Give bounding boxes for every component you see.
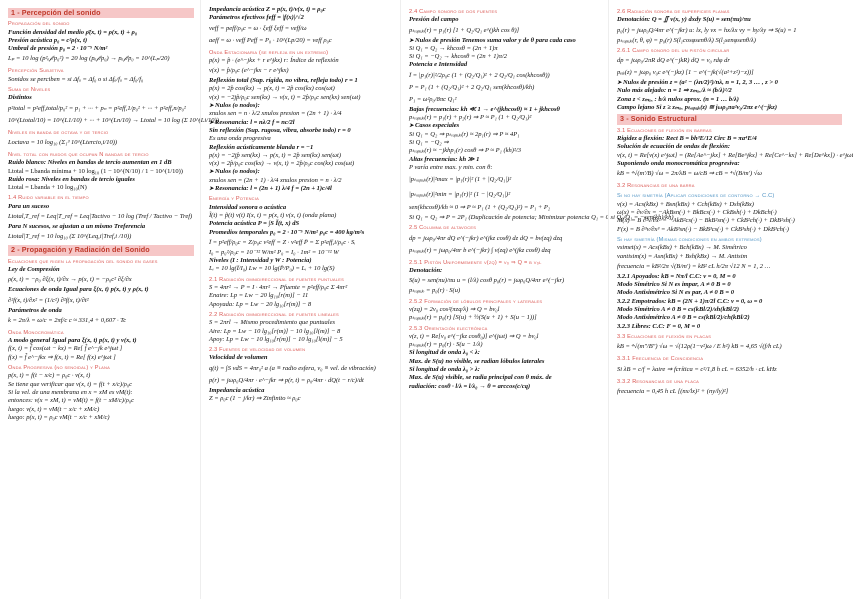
formula-line: Ltotal = Lbanda mínima + 10 log₁₀ (1 − 10^(N/10) / 1 − 10^(1/10)): [8, 167, 183, 175]
subsection-header: 3.2 Resonancias de una barra: [617, 183, 695, 190]
subsection-header: 3.3.2 Resonancias de una placa: [617, 378, 700, 385]
formula-line: Aire: Lp = Lw − 10 lg₁₀[r(m)] − 10 lg₁₀[l(m)] − 8: [209, 327, 341, 335]
subsection-header: 2.5.3 Orientación electrónica: [409, 325, 488, 332]
formula-line: Ruido blanco: Niveles en bandas de tercio aumentan en 1 dB: [8, 159, 172, 167]
formula-line: Modo Simétrico A ≠ 0 B = cs(kBl/2)/sh(kBl/2): [617, 306, 740, 314]
bullet-line: ➤ Resonancia: l = nλ/2 f = nc/2l: [209, 119, 394, 127]
formula-line: Velocidad de volumen: [209, 354, 268, 362]
subsection-header: 2.4 Campo sonoro de dos fuentes: [409, 9, 498, 15]
formula-line: Reflexión total (Sup. rígida, no vibra, refleja todo) r = 1: [209, 77, 358, 85]
formula-line: Lₚ = 10 log (p²ₑ𝒻/p₀²) = 20 log (pₑ𝒻/p₀) → pₑ𝒻/p₀ = 10^(Lₚ/20): [8, 55, 170, 63]
formula-line: Si Q₁ = −Q₂ → khcosθ = (2n + 1)π/2: [409, 53, 508, 61]
formula-line: |pₜᵣₐᵦₐⱼₒ(r)|²max = |p₁(r)|² (1 + |Q₂/Q₁|)²: [409, 176, 512, 184]
formula-line: p(x, t) = f(t − x/c) = ρ₀c · v(x, t): [8, 372, 91, 380]
formula-line: v(x) = −2jp̂/ρ₀c sen(kx) → v(x, t) = 2p̂/ρ₀c sen(kx) sen(ωt): [209, 93, 361, 101]
formula-line: Rigidez a flexión: Rect B = bh³E/12 Circ B = πa⁴E/4: [617, 134, 757, 142]
bullet-line: ➤ Resonancia: l = (2n + 1) λ/4 f = (2n + 1)c/4l: [209, 185, 394, 193]
subsection-header: Energía y Potencia: [209, 196, 259, 203]
formula-line: Solución de ecuación de ondas de flexión:: [617, 143, 731, 151]
formula-line: v(x) = Acs(kBx) + Bsn(kBx) + Cch(kBx) + Dsh(kBx): [617, 200, 754, 208]
formula-line: Umbral de presión p₀ = 2 · 10⁻⁵ N/m²: [8, 45, 108, 53]
section-header: 2 - Propagación y Radiación del Sonido: [8, 245, 194, 255]
formula-line: Bajas frecuencias: kh ≪ 1 → e^(jkhcosθ) ≈ 1 + jkhcosθ: [409, 105, 560, 113]
formula-line: Promedios temporales p₀ = 2 · 10⁻⁵ N/m² ρ₀c = 400 kg/m²s: [209, 228, 365, 236]
formula-line: Ltotal|T_ref = 10 log₁₀ (Σ 10^(Leq,i|Tref,i /10)): [8, 233, 132, 241]
subsection-header: Si no hay simetría (Aplicar condiciones de contorno → C.C): [617, 193, 775, 200]
section-header: 1 - Percepción del sonido: [8, 8, 194, 18]
subsection-header: 2.3 Fuentes de velocidad de volumen: [209, 347, 306, 354]
formula-line: Denotación: Q = ∬ v(x, y) dxdy S(u) = sen(πu)/πu: [617, 16, 751, 24]
formula-line: 3.2.2 Empotrados: kB = (2N + 1)π/2l C.C: v = 0, ω = 0: [617, 297, 763, 305]
subsection-header: Si hay simetría (Mismas condiciones en ambos extremos): [617, 236, 762, 243]
formula-line: Nulo más alejado: n = 1 ⇒ zₘₐₓ/λ ≈ (b/λ)²/2: [617, 87, 732, 95]
formula-line: Es una onda progresiva: [209, 135, 271, 143]
subsection-header: 3.3.1 Frecuencia de Coincidencia: [617, 356, 704, 363]
formula-line: Si λB = c/f = λaire ⇒ fcrítica = c²/1,8 h cL = 6352/h · cL kHz: [617, 365, 777, 373]
subsection-header: Onda Estacionaria (se refleja en un extremo): [209, 49, 329, 56]
subsection-header: Suma de Niveles: [8, 87, 51, 94]
subsection-header: Onda Progresiva (no senoidal) y Plana: [8, 365, 110, 372]
formula-line: Función densidad del medio ρ̄(x, t) = ρ(x, t) + ρ₀: [8, 28, 138, 36]
formula-line: Si longitud de onda λ₀ > λ:: [409, 366, 480, 374]
formula-line: v(zq) = 2v₀ cos²(πzq/λ) ⇒ Q = bv₀l: [409, 305, 500, 313]
formula-line: M(x) = B ∂²v/∂x² = −AkB²cs(·) − BkB²sn(·) + CkB²ch(·) + DkB²sh(·): [617, 217, 795, 225]
formula-line: S(u) = sen(πu)/πu u = (l/λ) cosθ p₀(r) = jωρ₀Q/4πr e^(−jkr): [409, 277, 565, 285]
formula-line: Si Q₁ = Q₂ ⇒ P = 2P₁ (Duplicación de potencia; Minimizar potencia Q₁ = 0 si Q₂/Q₁ = −sen(kh)/kh): [409, 214, 674, 222]
formula-line: Altas frecuencias: kh ≫ 1: [409, 155, 480, 163]
subsection-header: Onda Monocromática: [8, 329, 64, 336]
formula-line: Ltotal = Lbanda + 10 log₁₀(N): [8, 184, 87, 192]
formula-line: pₜᵣₐᵦₐⱼₒ = p₀(r) · S(u): [409, 287, 461, 295]
formula-line: veff = peff/ρ₀c = ω · ξeff ξeff = veff/ω: [209, 24, 307, 32]
formula-line: radiación: cosθ · l/λ = l/λ₀ → θ = arccos(c/cq): [409, 382, 531, 390]
formula-line: p(x) = 2p̂ cos(kx) → p(x, t) = 2p̂ cos(kx) cos(ωt): [209, 85, 335, 93]
subsection-header: 3.3 Ecuaciones de flexión en placas: [617, 333, 712, 340]
formula-line: kB = ⁴√(m″/B″) √ω = √(12ρ(1−ν²)ω / E h²) kB = 4,65 √(f/h cL): [617, 343, 782, 351]
formula-line: Denotación:: [409, 267, 443, 275]
formula-line: Modo Antisimétrico A ≠ 0 B = cs(kBl/2)/ch(kBl/2): [617, 314, 750, 322]
formula-line: frecuencia = 0,45 h cL [(nx/lx)² + (ny/ly)²]: [617, 387, 729, 395]
formula-line: Ĩ(t) = p̃(t) v(t) I(x, t) = p(x, t) v(x, t) (onda plana): [209, 211, 337, 219]
formula-line: P = P₁ (1 + (Q₂/Q₁)² + 2 Q₂/Q₁ sen(khcosθ)/kh): [409, 83, 535, 91]
formula-line: ω(x) = ∂v/∂x = −AkBsn(·) + BkBcs(·) + CkBsh(·) + DkBch(·): [617, 209, 777, 217]
formula-line: pₜᵣₐᵦₐⱼₒ(r, θ, φ) = p₀(r) S(l₁cosφsenθ/λ) S(l₂senφsenθ/λ): [617, 36, 756, 44]
bullet-line: ➤ Nulos (o nodos):: [209, 102, 394, 110]
formula-line: Si longitud de onda λ₀ < λ:: [409, 349, 480, 357]
formula-line: Impedancia acústica Z = p(x, t)/v(x, t) = ρ₀c: [209, 6, 326, 13]
formula-line: frecuencia = kB²/2π √(B/m′) = kB² cL h/2π √12 N = 1, 2 …: [617, 262, 771, 270]
formula-line: ∂²f(x, t)/∂x² = (1/c²) ∂²f(x, t)/∂t²: [8, 296, 89, 304]
formula-line: Suponiendo onda monocromática progresiva:: [617, 159, 740, 167]
bullet-line: ➤ Casos especiales: [409, 122, 602, 130]
formula-line: pₜᵣₐᵦₐⱼₒ(r) = p₀(r) · S(u − 1/λ): [409, 341, 483, 349]
formula-line: Ruido rosa: Niveles en bandas de tercio iguales: [8, 175, 135, 183]
formula-line: f(x) = f̂ e^−jkx ⇒ f(x, t) = Re[ f(x) e^jωt ]: [8, 353, 116, 361]
formula-line: Potencia e Intensidad: [409, 61, 468, 69]
subsection-header: 2.5.1 Pistón Uniformemente v(zq) = v₀ ⇒ Q = b v₀l: [409, 259, 542, 266]
bullet-line: ➤ Nulos (o nodos):: [209, 168, 394, 176]
formula-line: Ley de Compresión: [8, 265, 60, 273]
column-2: [200, 0, 400, 599]
formula-line: kB = ⁴√(m′/B) √ω = 2π/λB = ω/cB ⇒ cB = ⁴√(B/m′) √ω: [617, 170, 762, 178]
formula-line: entonces: v(x = xM, t) = vM(t) = f(t − xM/c)/ρ₀c: [8, 397, 134, 405]
formula-line: Ecuaciones de onda Igual para ξ(x, t) p(x, t) y ρ(x, t): [8, 286, 149, 294]
formula-line: Ltotal,T_ref = Leq|T_ref = Leq|Tactivo − 10 log (Tref / Tactivo − Tref): [8, 213, 193, 221]
formula-line: k = 2π/λ = ω/c = 2πf/c c ≈ 331,4 + 0,607 · Tc: [8, 316, 127, 324]
formula-line: Distintos: [8, 94, 32, 102]
formula-line: Loctava = 10 log₁₀ (Σ₁³ 10^(Ltercio,i/10)): [8, 138, 118, 146]
subsection-header: 2.6.1 Campo sonoro del un pistón circular: [617, 47, 730, 54]
formula-line: p(r) = jωρ₀Q/4πr · e^−jkr ⇒ p(r, t) = ρ₀/4πr · dQ(t − r/c)/dt: [209, 376, 364, 384]
formula-line: pₜᵣₐᵦₐⱼₒ(r) = p₁(r) + p₂(r) ⇒ P ≈ P₁ (1 + Q₂/Q₁)²: [409, 114, 532, 122]
formula-line: Presión del campo: [409, 16, 459, 24]
section-header: 3 - Sonido Estructural: [617, 114, 842, 124]
formula-line: Parámetros de onda: [8, 306, 62, 314]
formula-line: dp = jωρ₀/2πR dQ e^(−jkR) dQ = v₀ rdφ dr: [617, 57, 730, 65]
bullet-line: ➤ Nulos de presión Tenemos suma valor y de θ para cada caso: [409, 37, 602, 45]
formula-line: p(x) = −2jp̂ sen(kx) → p(x, t) = 2p̂ sen(kx) sen(ωt): [209, 151, 341, 159]
formula-line: Z = ρ₀c (1 − j/kr) ⇒ Zinfinito ≈ ρ₀c: [209, 394, 301, 402]
formula-line: aeff = ω · veff Peff = P₀ · 10^(Lp/20) = veff ρ₀c: [209, 36, 332, 44]
formula-line: 3.2.3 Libres: C.C: F = 0, M = 0: [617, 322, 701, 330]
formula-line: I₀ = p₀²/ρ₀c = 10⁻¹² W/m² P₀ = I₀ · 1m² = 10⁻¹² W: [209, 248, 339, 256]
formula-line: luego: v(x, t) = vM(t − x/c + xM/c): [8, 405, 100, 413]
formula-line: v(z, t) = Re[v₀ e^(−jkz cosθ₀)] e^(jωt) ⇒ Q = bv₀l: [409, 332, 539, 340]
formula-line: vantisim(x) = Asn(kBx) + Bsh(kBx) → M. Antisim: [617, 252, 748, 260]
subsection-header: 3.1 Ecuaciones de flexión en barras: [617, 127, 712, 134]
formula-line: Zona z < zₘₐₓ : b/λ nulos aprox. (n = 1 … b/λ): [617, 95, 739, 103]
formula-line: p(x) = p̂ · (e^−jkx + r e^jkx) r: Índice de reflexión: [209, 56, 339, 64]
formula-line: ρ(x, t) = −ρ₀ ∂ξ(x, t)/∂x → p(x, t) = −ρ₀c² ∂ξ/∂x: [8, 276, 132, 284]
formula-line: v(x, t) = Re[v(x) e^jωt] = (Re[Ae^−jkx] + Re[Be^jkx] + Re[Ce^−kx] + Re[De^kx]) · e^jωt: [617, 151, 853, 159]
formula-line: sen(khcosθ)/kh ≈ 0 ⇒ P ≈ P₁ (1 + (Q₂/Q₁)²) = P₁ + P₂: [409, 204, 551, 212]
formula-line: Potencia acústica P = ∫S Ĩ(t, x) dS: [209, 220, 300, 228]
formula-line: dp = jωρ₀/4πr dQ e^(−jkr) e^(jkz cosθ) dz dQ = bv(zq) dzq: [409, 234, 563, 242]
formula-line: P varía entre max. y min. con θ:: [409, 163, 493, 171]
formula-line: Max. de S(u) no visible, se radian lóbulos laterales: [409, 357, 545, 365]
column-4: [608, 0, 853, 599]
subsection-header: 1.4 Ruido variable en el tiempo: [8, 195, 89, 202]
formula-line: Apoy: Lp = Lw − 10 lg₁₀[r(m)] − 10 lg₁₀[l(m)] − 5: [209, 335, 343, 343]
formula-line: Parámetros efectivos feff = |f(x)|/√2: [209, 14, 304, 22]
subsection-header: Niveles en banda de octava y de tercio: [8, 129, 109, 136]
formula-line: luego: p(x, t) = ρ₀c vM(t − x/c + xM/c): [8, 413, 110, 421]
subsection-header: 2.2 Radiación omnidireccional de fuentes lineales: [209, 311, 339, 318]
formula-line: pₜᵣₐᵦₐⱼₒ(r) = jωρ₀/4πr b e^(−jkr) ∫ v(zq) e^(jkz cosθ) dzq: [409, 246, 551, 254]
formula-line: Reflexión acústicamente blanda r = −1: [209, 143, 314, 151]
formula-line: F(x) = B ∂³v/∂x³ = AkB³sn(·) − BkB³cs(·) + CkB³sh(·) + DkB³ch(·): [617, 225, 789, 233]
formula-line: f(x, t) = f̂ cos(ωt − kx) = Re[ f̂ e^−jk e^jωt ]: [8, 345, 123, 353]
subsection-header: Propagación del sonido: [8, 21, 70, 28]
formula-line: Si la vel. de una membrana en x = xM es vM(t):: [8, 388, 133, 396]
formula-line: Enaire: Lp = Lw − 20 lg₁₀[r(m)] − 11: [209, 292, 309, 300]
formula-line: Campo lejano Si z ≥ zₘₐₓ pₜᵣₐᵦₐⱼₒ(z) ≅ jωρ₀πa²v₀/2πz e^(−jkz): [617, 104, 777, 112]
formula-line: pₜᵣₐᵦₐⱼₒ(r) ≈ −jkhp₁(r) cosθ ⇒ P ≈ P₁ (kh)²/3: [409, 147, 521, 155]
subsection-header: Ecuaciones que rigen la propagación del sonido en gases: [8, 258, 158, 265]
formula-line: 3.2.1 Apoyados: kB = Nπ/l C.C: v = 0, M = 0: [617, 272, 736, 280]
formula-line: Sin reflexión (Sup. rugosa, vibra, absorbe todo) r = 0: [209, 126, 351, 134]
formula-line: |pₜᵣₐᵦₐⱼₒ(r)|²min = |p₁(r)|² (1 − |Q₂/Q₁|)²: [409, 191, 511, 199]
subsection-header: 2.5.2 Formación de lóbulos principales y laterales: [409, 298, 543, 305]
column-1: [0, 0, 219, 599]
formula-line: P₁ = ω²ρ₀/8πc Q₁²: [409, 95, 457, 103]
formula-line: Apoyada: Lp = Lw − 20 lg₁₀[r(m)] − 8: [209, 300, 312, 308]
formula-line: xnulos sen = (2n + 1) · λ/4 xnulos presion = n · λ/2: [209, 176, 342, 184]
formula-line: xnulos sen = n · λ/2 xnulos presion = (2n + 1) · λ/4: [209, 110, 342, 118]
formula-line: Max. de S(u) visible, se radia principal con θ máx. de: [409, 374, 552, 382]
formula-line: Modo Simétrico Si N es impar, A ≠ 0 B = 0: [617, 281, 731, 289]
formula-line: Modo Antisimétrico Si N es par, A ≠ 0 B = 0: [617, 289, 734, 297]
formula-line: 10^(Ltotal/10) = 10^(L1/10) + ··· + 10^(Ln/10) → Ltotal = 10 log (Σ 10^(Li/10)): [8, 116, 219, 124]
formula-line: Niveles (I : Intensidad y W : Potencia): [209, 257, 312, 265]
formula-line: Ī = p²eff/ρ₀c = Z/ρ₀c v²eff = Z · v²eff P̄ = Σ p²eff,i/ρ₀c · Sᵢ: [209, 238, 356, 246]
bullet-line: ➤ Nulos de presión z = (a² − (λn/2)²)/nλ, n = 1, 2, 3 … , z > 0: [617, 79, 842, 87]
formula-line: pₜᵣₐᵦₐⱼₒ(r) = p₀(r) [S(u) + ½(S(u + 1) + S(u − 1))]: [409, 314, 537, 322]
formula-line: p²total = p²eff,total/p₀² = p₁ + ··· + pₙ = p²eff,1/p₀² + ··· + p²eff,n/p₀²: [8, 104, 186, 112]
formula-line: q(t) = ∫S vdS = 4πr₀² a (a ≡ radio esfera, v₀ ≡ vel. de vibración): [209, 364, 376, 372]
formula-line: Se tiene que verificar que v(x, t) = f(t + x/c)/ρ₀c: [8, 380, 133, 388]
formula-line: A modo general Igual para ξ(x, t) p(x, t) y v(x, t): [8, 337, 137, 345]
formula-line: S = 4πr² → P = I · 4πr² → Pfuente = p²eff/ρ₀c Σ 4πr²: [209, 284, 348, 292]
subsection-header: 2.5 Columna de altavoces: [409, 225, 477, 232]
subsection-header: Percepción Subjetiva: [8, 68, 64, 75]
subsection-header: Nivel total con ruidos que ocupan N bandas de tercio: [8, 151, 149, 158]
formula-line: pₑⱼₑ(z) = jωρ₀ v₀c e^(−jkz) [1 − e^(−jk(√(a²+z²)−z))]: [617, 69, 754, 77]
formula-line: Ī = |p₁(r)|²/2ρ₀c (1 + (Q₂/Q₁)² + 2 Q₂/Q₁ cos(khcosθ)): [409, 71, 550, 79]
formula-line: Intensidad sonora o acústica: [209, 203, 287, 211]
formula-line: Presión acústica p₀ = c²ρ(x, t): [8, 36, 88, 44]
formula-line: Si Q₁ = Q₂ ⇒ pₜᵣₐᵦₐⱼₒ(r) ≈ 2p₁(r) ⇒ P ≈ 4P₁: [409, 130, 520, 138]
subsection-header: 2.6 Radiación sonora de superficies planas: [617, 9, 730, 15]
formula-line: Lᵢ = 10 lg(Ī/I₀) Lw = 10 lg(P̄/P₀) = Lᵢ + 10 lg(S): [209, 265, 335, 273]
subsection-header: 2.1 Radiación omnidireccional de fuentes puntuales: [209, 276, 344, 283]
formula-line: S = 2πrl → Mismo procedimiento que puntuales: [209, 319, 336, 327]
formula-line: v(x) = p̂/ρ₀c (e^−jkx − r e^jkx): [209, 67, 289, 75]
formula-line: Sonidos se perciben = si Δfₐ = Δf₀ o si Δfₐ/fₐ = Δf₀/f₀: [8, 75, 144, 83]
formula-line: Impedancia acústica: [209, 386, 265, 394]
formula-line: p₀(r) = jωρ₀Q/4πr e^(−jkr) u: lx, ly vx = hx/λx vy = hy/λy ⇒ S(u) = 1: [617, 26, 797, 34]
formula-line: Si Q₁ = Q₂ → khcosθ = (2n + 1)π: [409, 44, 498, 52]
formula-line: v(x) = 2p̂/ρ₀c cos(kx) → v(x, t) = 2p̂/ρ₀c cos(kx) cos(ωt): [209, 160, 355, 168]
formula-line: vsimet(x) = Acs(kBx) + Bch(kBx) → M. Simétrico: [617, 244, 747, 252]
formula-line: Para N sucesos, se ajustan a un mismo Treferencia: [8, 223, 146, 231]
formula-line: Si Q₁ = −Q₂ ⇒: [409, 138, 449, 146]
formula-line: Para un suceso: [8, 202, 50, 210]
formula-line: pₜᵣₐᵦₐⱼₒ(r) = p₁(r) [1 + Q₂/Q₁ e^(jkh cos θ)]: [409, 26, 520, 34]
